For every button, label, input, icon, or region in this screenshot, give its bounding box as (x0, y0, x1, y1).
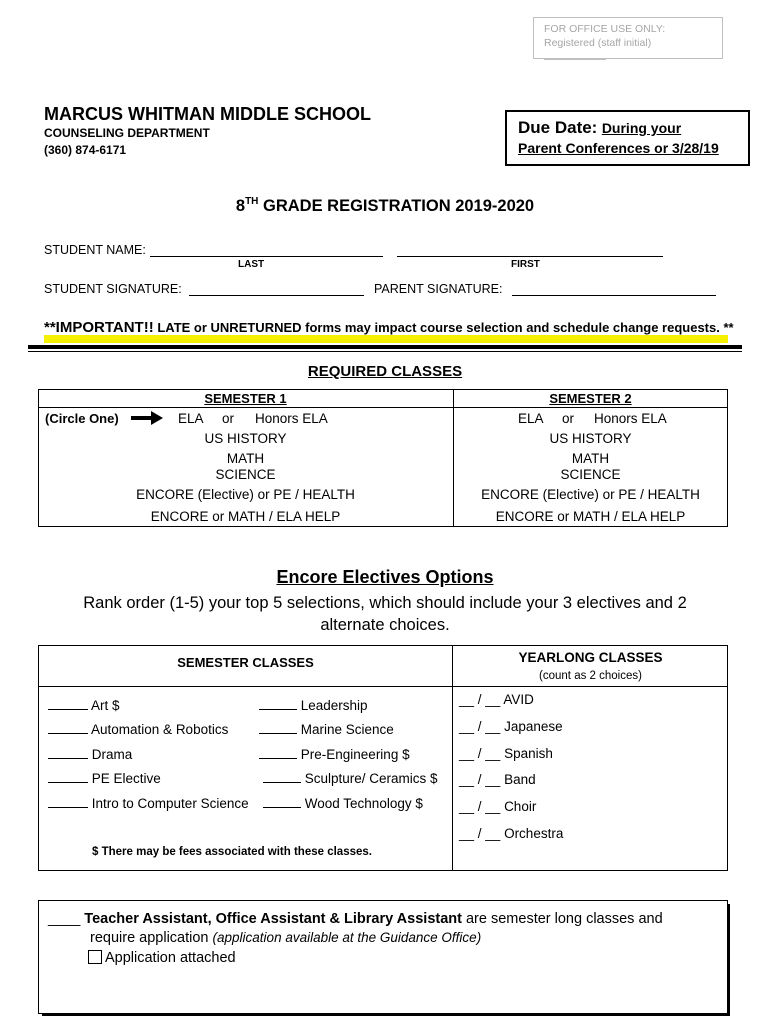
due-date-label: Due Date: (518, 118, 598, 137)
elective-leadership[interactable]: Leadership (259, 698, 368, 713)
office-use-label: FOR OFFICE USE ONLY: (544, 23, 666, 35)
elective-marine-science[interactable]: Marine Science (259, 722, 394, 737)
elective-pe[interactable]: PE Elective (48, 771, 161, 786)
semester-2-heading: SEMESTER 2 (549, 391, 632, 406)
office-use-box (533, 17, 723, 59)
sem2-honors-ela-option[interactable]: Honors ELA (594, 411, 667, 426)
parent-signature-label: PARENT SIGNATURE: (374, 282, 503, 296)
rank-blank[interactable] (48, 747, 88, 759)
sem2-or-text: or (562, 411, 575, 426)
sem2-class-row: SCIENCE (560, 467, 621, 482)
elective-art[interactable]: Art $ (48, 698, 120, 713)
elective-pre-engineering[interactable]: Pre-Engineering $ (259, 747, 410, 762)
rank-blank[interactable] (263, 771, 301, 783)
first-name-field[interactable] (397, 256, 663, 257)
important-highlight (44, 335, 728, 343)
teacher-assistant-line2: require application (application available at the Guidance Office) (90, 930, 482, 946)
rank-blank[interactable] (259, 722, 297, 734)
last-name-field[interactable] (150, 256, 383, 257)
yearlong-choir[interactable]: __ / __ Choir (459, 799, 537, 814)
yearlong-japanese[interactable]: __ / __ Japanese (459, 719, 563, 734)
circle-one-label: (Circle One) (45, 411, 119, 426)
due-date-box (505, 110, 750, 166)
staff-initial-blank[interactable] (544, 51, 606, 60)
rank-blank[interactable] (48, 722, 88, 734)
rank-blank[interactable] (263, 796, 301, 808)
sem1-ela-option[interactable]: ELA (178, 411, 204, 426)
department-name: COUNSELING DEPARTMENT (44, 126, 210, 140)
student-name-label: STUDENT NAME: (44, 243, 146, 257)
department-phone: (360) 874-6171 (44, 143, 127, 157)
encore-title: Encore Electives Options (276, 567, 494, 587)
due-date-line2: Parent Conferences or 3/28/19 (518, 140, 719, 156)
sem1-class-row: US HISTORY (204, 431, 287, 446)
divider-thick (28, 345, 742, 349)
student-signature-field[interactable] (189, 295, 364, 296)
application-attached-checkbox[interactable] (88, 950, 102, 964)
sem2-ela-option[interactable]: ELA (518, 411, 544, 426)
encore-instructions: Rank order (1-5) your top 5 selections, which should include your 3 electives and 2 alternate choices. (83, 594, 687, 634)
elective-intro-computer-science[interactable]: Intro to Computer Science (48, 796, 249, 811)
rank-blank[interactable] (259, 747, 297, 759)
required-table-header-line (38, 407, 728, 408)
sem2-class-row: ENCORE (Elective) or PE / HEALTH (481, 487, 700, 502)
office-registered-field[interactable]: Registered (staff initial) (544, 36, 712, 64)
ta-rank-blank[interactable]: ____ (48, 911, 81, 927)
due-date-line1: During your (601, 120, 682, 136)
rank-blank[interactable] (48, 796, 88, 808)
student-signature-label: STUDENT SIGNATURE: (44, 282, 182, 296)
divider-thin (28, 351, 742, 352)
parent-signature-field[interactable] (512, 295, 716, 296)
yearlong-avid[interactable]: __ / __ AVID (459, 692, 534, 707)
yearlong-band[interactable]: __ / __ Band (459, 772, 536, 787)
sem2-class-row: ENCORE or MATH / ELA HELP (495, 509, 686, 524)
first-name-caption: FIRST (511, 259, 540, 270)
sem1-class-row: SCIENCE (215, 467, 276, 482)
application-attached[interactable]: Application attached (88, 950, 236, 966)
required-classes-title: REQUIRED CLASSES (307, 363, 463, 380)
elective-automation-robotics[interactable]: Automation & Robotics (48, 722, 228, 737)
arrow-right-icon (131, 411, 163, 425)
sem1-or-text: or (222, 411, 235, 426)
semester-1-heading: SEMESTER 1 (204, 391, 287, 406)
rank-blank[interactable] (259, 698, 297, 710)
important-notice: **IMPORTANT!! LATE or UNRETURNED forms may impact course selection and schedule change requests. ** (44, 319, 734, 336)
last-name-caption: LAST (238, 259, 265, 270)
page-title: 8TH GRADE REGISTRATION 2019-2020 (235, 196, 535, 215)
rank-blank[interactable] (48, 698, 88, 710)
elective-sculpture-ceramics[interactable]: Sculpture/ Ceramics $ (263, 771, 438, 786)
sem1-class-row: MATH (226, 451, 265, 466)
sem2-class-row: MATH (571, 451, 610, 466)
rank-blank[interactable] (48, 771, 88, 783)
sem1-class-row: ENCORE or MATH / ELA HELP (150, 509, 341, 524)
teacher-assistant-line1: ____ Teacher Assistant, Office Assistant & Library Assistant are semester long classes and (48, 911, 663, 927)
yearlong-classes-heading: YEARLONG CLASSES (518, 650, 663, 665)
elective-drama[interactable]: Drama (48, 747, 132, 762)
encore-table-header-line (38, 686, 728, 687)
sem1-honors-ela-option[interactable]: Honors ELA (255, 411, 328, 426)
yearlong-orchestra[interactable]: __ / __ Orchestra (459, 826, 564, 841)
semester-classes-heading: SEMESTER CLASSES (177, 655, 314, 670)
fees-note: $ There may be fees associated with these classes. (92, 846, 372, 858)
sem1-class-row: ENCORE (Elective) or PE / HEALTH (136, 487, 355, 502)
school-name: MARCUS WHITMAN MIDDLE SCHOOL (44, 104, 371, 124)
yearlong-classes-subheading: (count as 2 choices) (539, 670, 642, 682)
sem2-class-row: US HISTORY (549, 431, 632, 446)
elective-wood-technology[interactable]: Wood Technology $ (263, 796, 423, 811)
yearlong-spanish[interactable]: __ / __ Spanish (459, 746, 553, 761)
